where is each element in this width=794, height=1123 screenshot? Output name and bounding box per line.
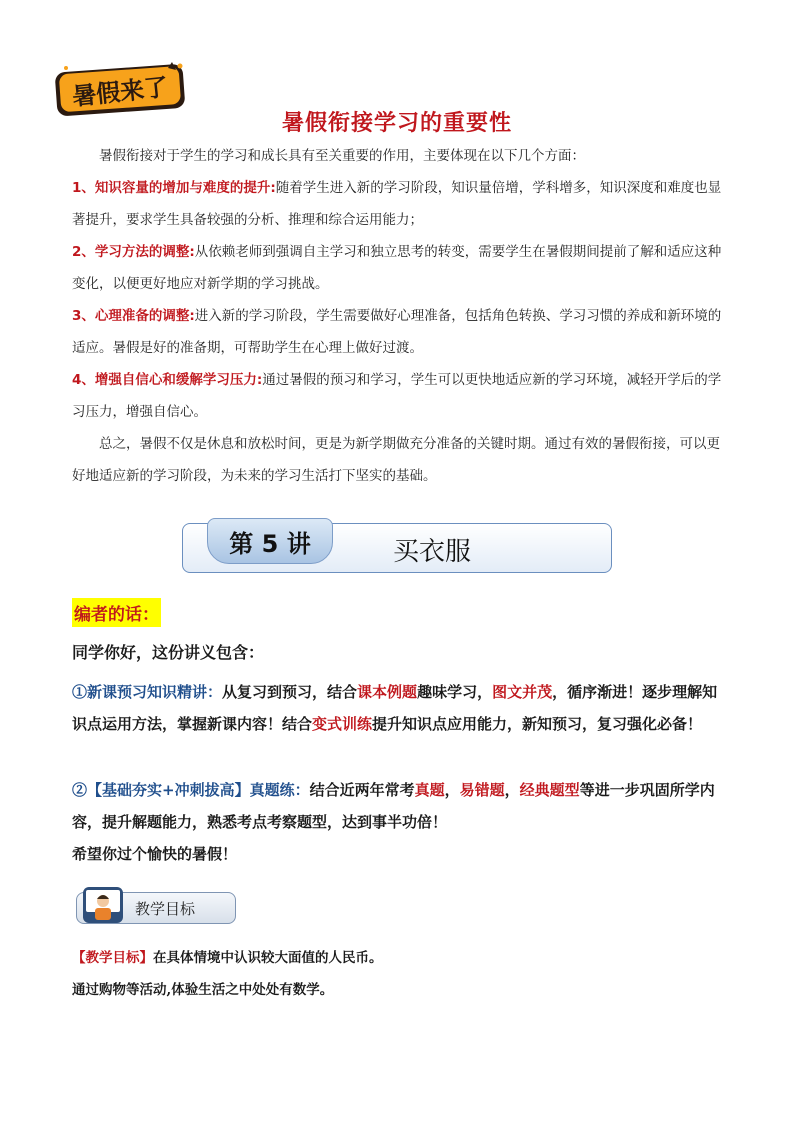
- point-heading: 1、知识容量的增加与难度的提升:: [72, 180, 276, 196]
- intro-point-3: [72, 300, 724, 364]
- section-text: ，: [444, 781, 460, 799]
- point-text: 通过暑假的预习和学习，学生可以更快地适应新的学习环境，减轻开学后的学习压力，增强自信心。: [72, 372, 722, 420]
- section-title: 新课预习知识精讲：: [87, 683, 223, 701]
- point-text: 从依赖老师到强调自主学习和独立思考的转变，需要学生在暑假期间提前了解和适应这种变化，以便更好地应对新学期的学习挑战。: [72, 244, 722, 292]
- logo-text: 暑假来了: [71, 73, 170, 111]
- intro-closing: 总之，暑假不仅是休息和放松时间，更是为新学期做充分准备的关键时期。通过有效的暑假衔接，可以更好地适应新的学习阶段，为未来的学习生活打下坚实的基础。: [72, 436, 720, 484]
- section-practice: [72, 774, 726, 870]
- section-number: ②: [72, 781, 88, 799]
- point-heading: 2、学习方法的调整:: [72, 244, 195, 260]
- highlight-text: 课本例题: [357, 683, 418, 701]
- section-text: 结合近两年常考: [309, 781, 415, 799]
- goal-text: 在具体情境中认识较大面值的人民币。: [153, 950, 383, 966]
- teacher-icon: [83, 887, 123, 923]
- document-title: 暑假衔接学习的重要性: [281, 111, 512, 136]
- point-heading: 3、心理准备的调整:: [72, 308, 195, 324]
- section-text: ，: [504, 781, 520, 799]
- closing-wish: 希望你过个愉快的暑假！: [72, 845, 238, 863]
- section-title: 【基础夯实+冲刺拔高】真题练：: [87, 781, 310, 799]
- point-heading: 4、增强自信心和缓解学习压力:: [72, 372, 263, 388]
- section-number: ①: [72, 683, 88, 701]
- section-preview: [72, 676, 726, 740]
- point-text: 进入新的学习阶段，学生需要做好心理准备，包括角色转换、学习习惯的养成和新环境的适应。暑假是好的准备期，可帮助学生在心理上做好过渡。: [72, 308, 722, 356]
- section-text: 趣味学习，: [417, 683, 493, 701]
- intro-point-4: [72, 364, 724, 428]
- section-text: ，循序渐进！逐步理解知识点运用方法，掌握新课内容！结合: [72, 683, 718, 733]
- highlight-text: 图文并茂: [492, 683, 553, 701]
- highlight-text: 经典题型: [519, 781, 580, 799]
- intro-point-1: [72, 172, 724, 236]
- teaching-goal-title: 教学目标: [135, 900, 196, 918]
- intro-opening: 暑假衔接对于学生的学习和成长具有至关重要的作用，主要体现在以下几个方面：: [99, 148, 585, 164]
- teaching-goal-badge: [76, 892, 236, 924]
- goal-line-1: [72, 946, 383, 966]
- goal-line-2: 通过购物等活动,体验生活之中处处有数学。: [72, 982, 334, 998]
- greeting: 同学你好，这份讲义包含：: [72, 643, 265, 662]
- highlight-text: 变式训练: [312, 715, 373, 733]
- intro-section: [72, 140, 724, 492]
- section-text: 提升知识点应用能力，新知预习，复习强化必备！: [372, 715, 703, 733]
- editor-note-label: 编者的话：: [72, 598, 161, 627]
- point-text: 随着学生进入新的学习阶段，知识量倍增，学科增多，知识深度和难度也显著提升，要求学生具备较强的分析、推理和综合运用能力；: [72, 180, 722, 228]
- section-text: 等进一步巩固所学内容，提升解题能力，熟悉考点考察题型，达到事半功倍！: [72, 781, 715, 831]
- highlight-text: 易错题: [459, 781, 505, 799]
- goal-label: 【教学目标】: [72, 950, 153, 966]
- highlight-text: 真题: [414, 781, 445, 799]
- intro-point-2: [72, 236, 724, 300]
- lecture-number: 第 5 讲: [207, 518, 333, 564]
- lecture-topic: 买衣服: [393, 537, 472, 567]
- section-text: 从复习到预习，结合: [222, 683, 358, 701]
- lecture-banner: [182, 523, 612, 573]
